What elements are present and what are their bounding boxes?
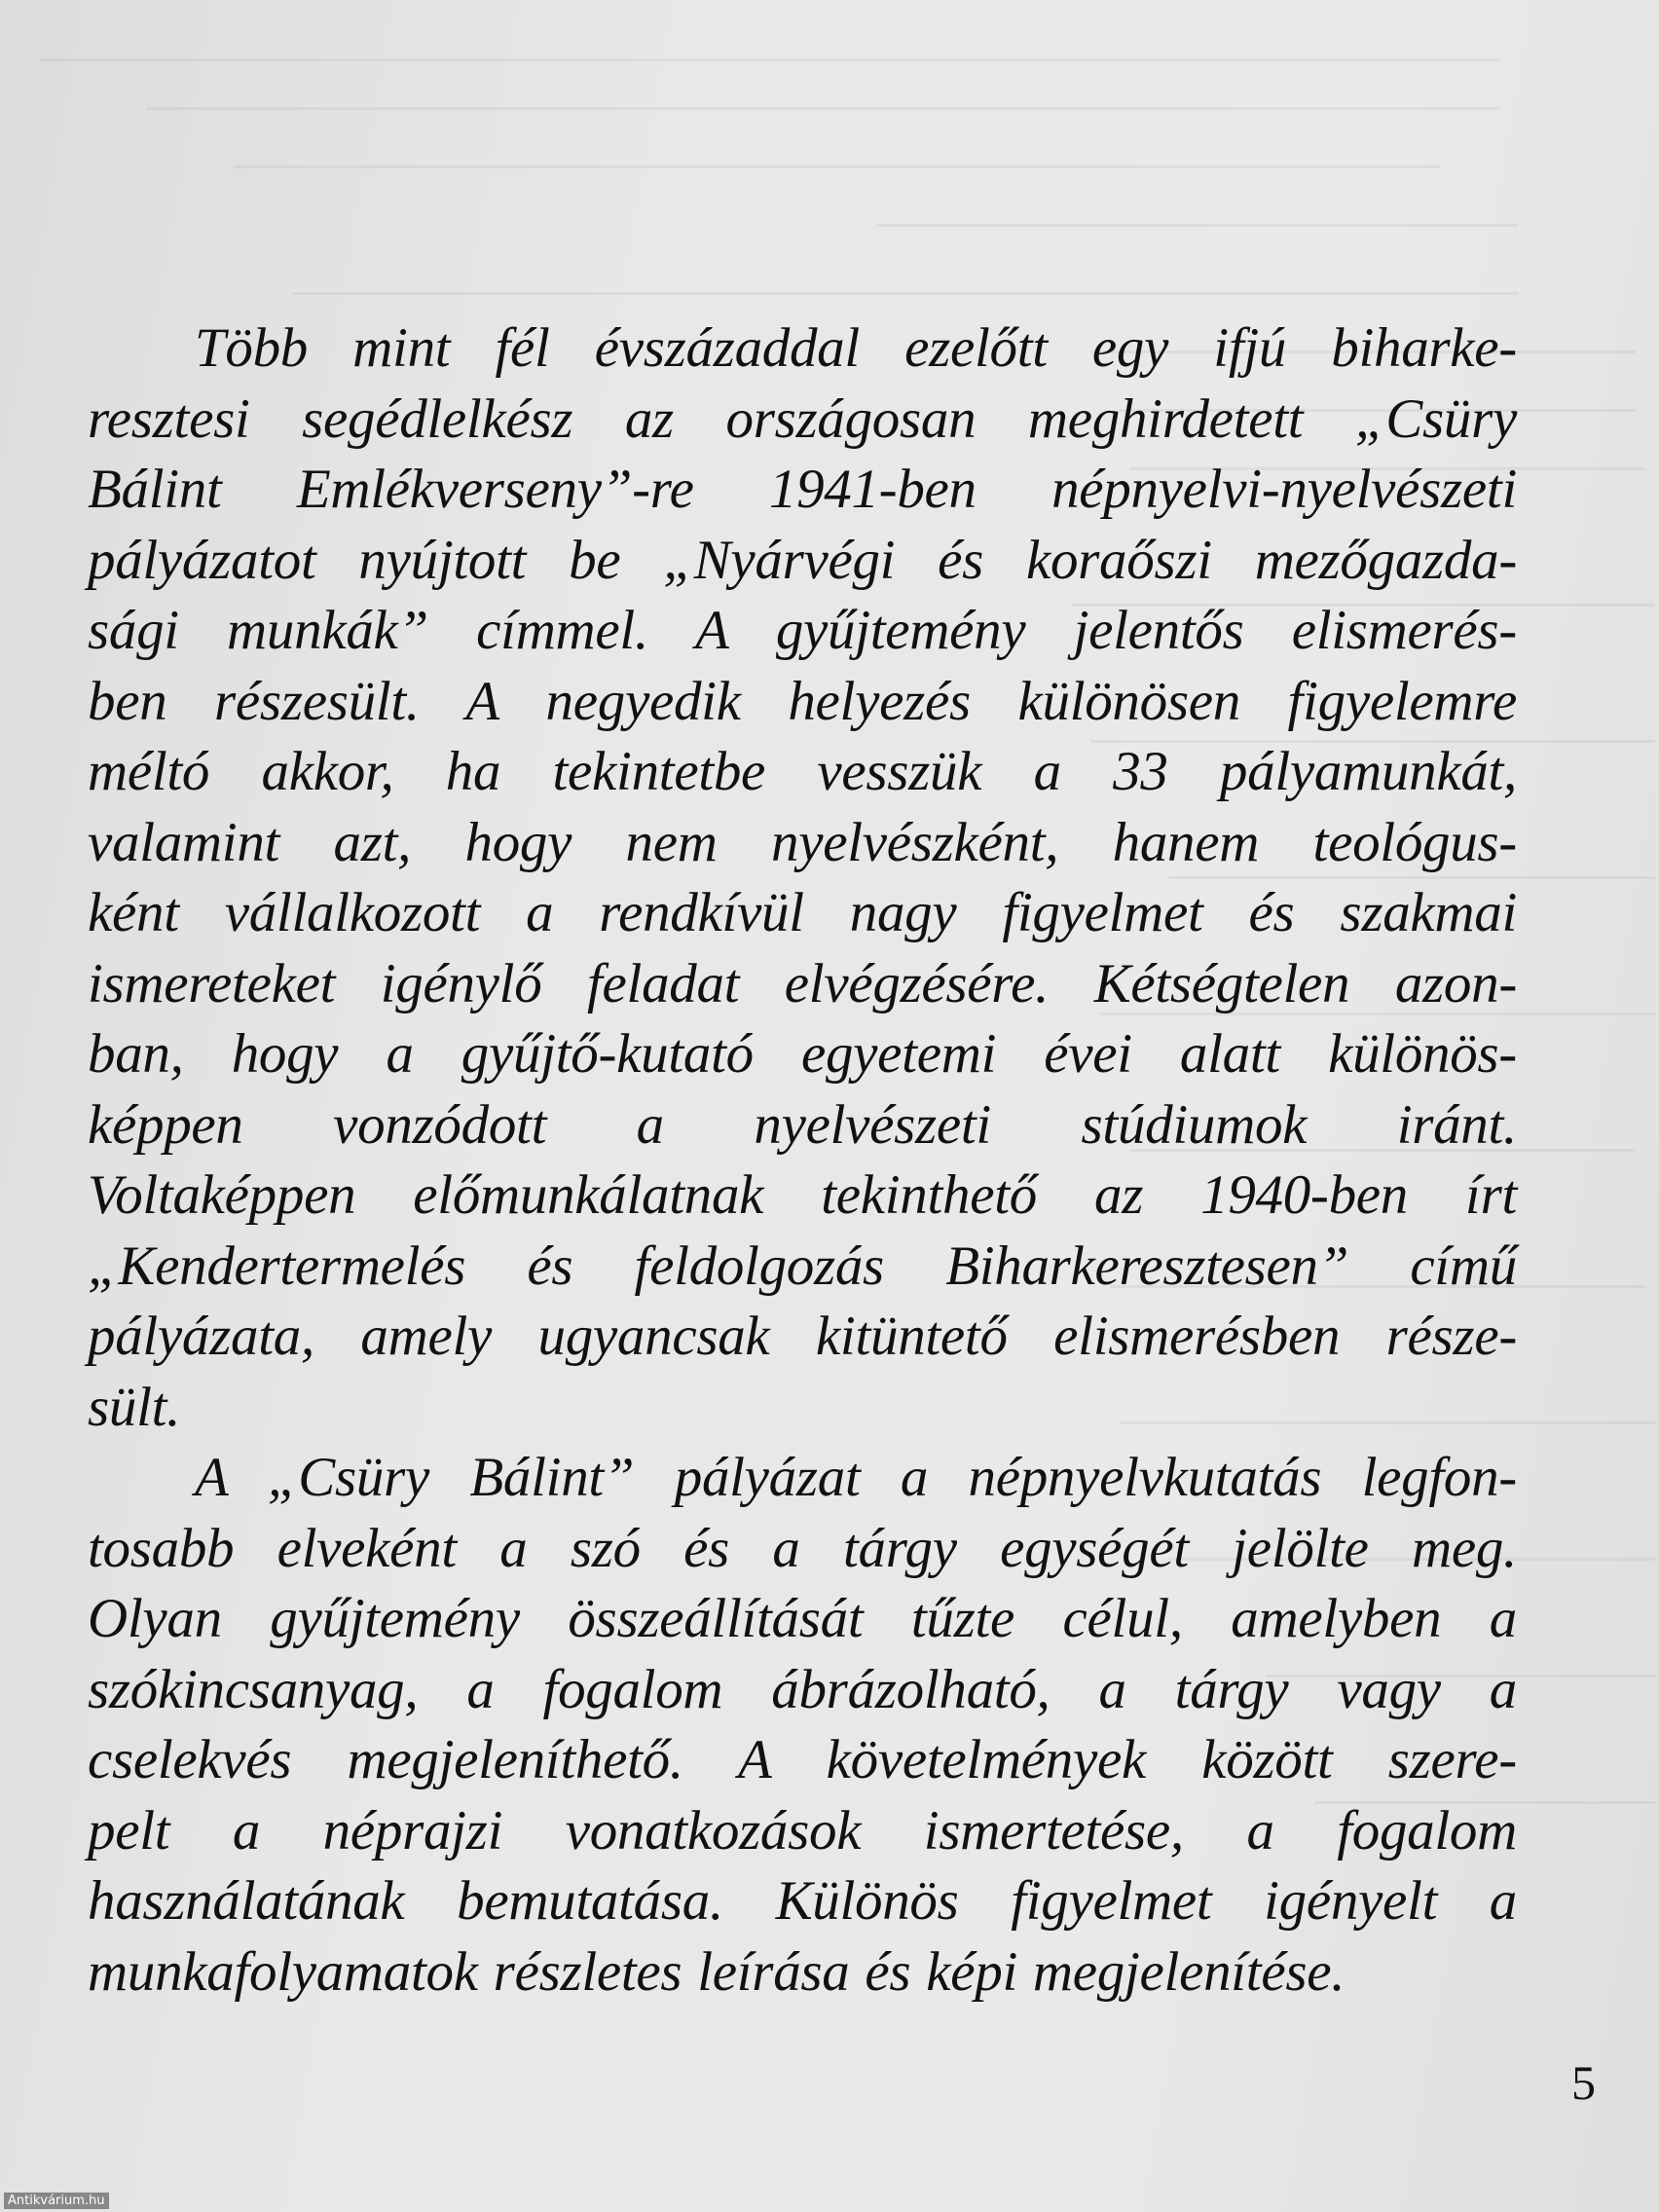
text-line: használatának bemutatása. Különös figyelmet igényelt a: [88, 1870, 1517, 1932]
text-line: cselekvés megjeleníthető. A követelmények között szere-: [88, 1729, 1517, 1790]
text-line: A „Csüry Bálint” pályázat a népnyelvkutatás legfon-: [195, 1447, 1517, 1508]
text-line: pelt a néprajzi vonatkozások ismertetése, a fogalom: [88, 1799, 1517, 1862]
text-line: Több mint fél évszázaddal ezelőtt egy ifjú biharke-: [195, 317, 1517, 379]
ghost-line: [146, 107, 1499, 110]
text-line: sült.: [88, 1376, 181, 1438]
ghost-line: [876, 224, 1519, 227]
text-line: Voltaképpen előmunkálatnak tekinthető az 1940-ben írt: [88, 1164, 1517, 1226]
text-line: tosabb elveként a szó és a tárgy egységét jelölte meg.: [88, 1517, 1517, 1579]
text-line: pályázata, amely ugyancsak kitüntető elismerésben része-: [88, 1306, 1517, 1367]
paragraph-1: [88, 313, 1517, 1443]
text-line: munkafolyamatok részletes leírása és képi megjelenítése.: [88, 1940, 1346, 2003]
paragraph-2: [88, 1443, 1517, 2008]
watermark: Antikvárium.hu: [4, 2193, 109, 2209]
text-line: Olyan gyűjtemény összeállítását tűzte célul, amelyben a: [88, 1588, 1517, 1649]
text-line: pályázatot nyújtott be „Nyárvégi és koraőszi mezőgazda-: [88, 529, 1517, 591]
ghost-line: [292, 292, 1519, 295]
text-line: resztesi segédlelkész az országosan meghirdetett „Csüry: [88, 387, 1517, 450]
text-line: ismereteket igénylő feladat elvégzésére. Kétségtelen azon-: [88, 952, 1517, 1014]
page-number: 5: [1571, 2055, 1596, 2110]
text-line: sági munkák” címmel. A gyűjtemény jelentős elismerés-: [88, 600, 1517, 661]
text-line: ban, hogy a gyűjtő-kutató egyetemi évei alatt különös-: [88, 1023, 1517, 1085]
text-line: „Kendertermelés és feldolgozás Biharkeresztesen” című: [88, 1235, 1517, 1297]
text-line: képpen vonzódott a nyelvészeti stúdiumok iránt.: [88, 1093, 1517, 1156]
body-text: [88, 313, 1517, 2008]
text-line: valamint azt, hogy nem nyelvészként, hanem teológus-: [88, 811, 1517, 873]
text-line: ben részesült. A negyedik helyezés különösen figyelemre: [88, 670, 1517, 732]
text-line: Bálint Emlékverseny”-re 1941-ben népnyelvi-nyelvészeti: [88, 459, 1517, 520]
text-line: méltó akkor, ha tekintetbe vesszük a 33 pályamunkát,: [88, 741, 1517, 802]
ghost-line: [234, 166, 1441, 168]
ghost-line: [39, 58, 1499, 61]
text-line: szókincsanyag, a fogalom ábrázolható, a tárgy vagy a: [88, 1658, 1517, 1720]
text-line: ként vállalkozott a rendkívül nagy figyelmet és szakmai: [88, 882, 1517, 943]
